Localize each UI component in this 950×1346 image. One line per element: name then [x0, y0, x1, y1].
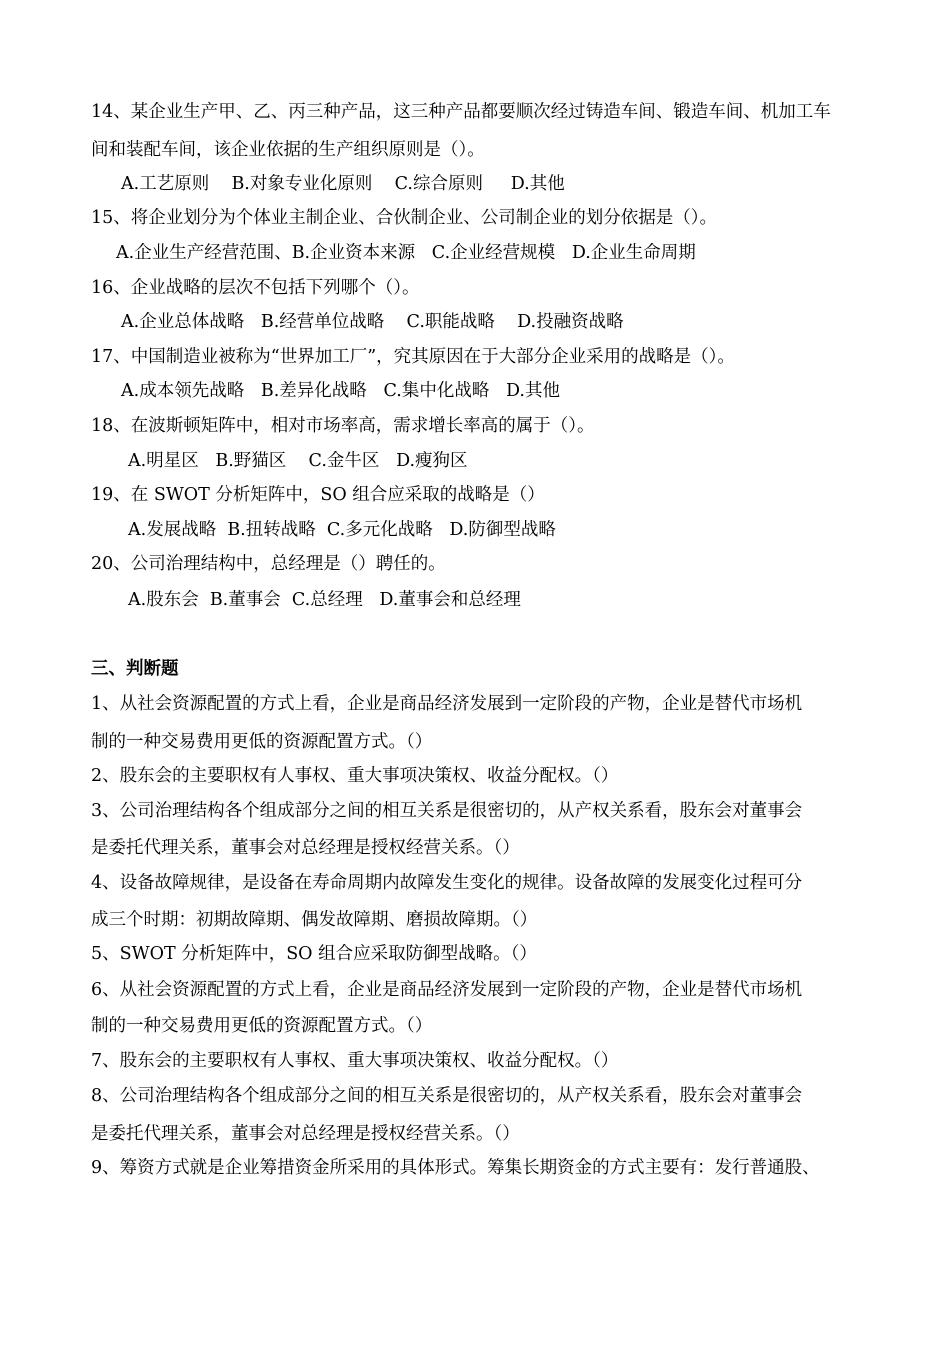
question-16-options: A.企业总体战略 B.经营单位战略 C.职能战略 D.投融资战略 [121, 312, 624, 332]
question-18-options: A.明星区 B.野猫区 C.金牛区 D.瘦狗区 [128, 451, 468, 471]
question-19-options: A.发展战略 B.扭转战略 C.多元化战略 D.防御型战略 [128, 520, 556, 540]
judgement-line: 成三个时期：初期故障期、偶发故障期、磨损故障期。（） [91, 910, 538, 930]
question-18-stem: 18、在波斯顿矩阵中，相对市场率高，需求增长率高的属于（）。 [91, 416, 595, 436]
judgement-line: 5、SWOT 分析矩阵中，SO 组合应采取防御型战略。（） [91, 944, 537, 964]
judgement-line: 3、公司治理结构各个组成部分之间的相互关系是很密切的，从产权关系看，股东会对董事会 [91, 801, 803, 821]
judgement-line: 8、公司治理结构各个组成部分之间的相互关系是很密切的，从产权关系看，股东会对董事会 [91, 1086, 803, 1106]
question-15-stem: 15、将企业划分为个体业主制企业、合伙制企业、公司制企业的划分依据是（）。 [91, 208, 718, 228]
judgement-line: 7、股东会的主要职权有人事权、重大事项决策权、收益分配权。（） [91, 1051, 619, 1071]
judgement-line: 6、从社会资源配置的方式上看，企业是商品经济发展到一定阶段的产物，企业是替代市场机 [91, 980, 803, 1000]
judgement-line: 1、从社会资源配置的方式上看，企业是商品经济发展到一定阶段的产物，企业是替代市场机 [91, 694, 803, 714]
judgement-line: 是委托代理关系，董事会对总经理是授权经营关系。（） [91, 838, 520, 858]
question-15-options: A.企业生产经营范围、B.企业资本来源 C.企业经营规模 D.企业生命周期 [116, 243, 696, 263]
question-20-options: A.股东会 B.董事会 C.总经理 D.董事会和总经理 [128, 590, 521, 610]
question-19-stem: 19、在 SWOT 分析矩阵中，SO 组合应采取的战略是（） [91, 485, 545, 505]
judgement-line: 9、筹资方式就是企业筹措资金所采用的具体形式。筹集长期资金的方式主要有：发行普通股、 [91, 1158, 820, 1178]
question-20-stem: 20、公司治理结构中，总经理是（）聘任的。 [91, 554, 446, 574]
section-heading: 三、判断题 [91, 659, 179, 679]
judgement-line: 制的一种交易费用更低的资源配置方式。（） [91, 1016, 433, 1036]
question-14-stem-line-2: 间和装配车间，该企业依据的生产组织原则是（）。 [91, 140, 485, 160]
question-14-stem-line-1: 14、某企业生产甲、乙、丙三种产品，这三种产品都要顺次经过铸造车间、锻造车间、机加工车 [91, 102, 831, 122]
question-14-options: A.工艺原则 B.对象专业化原则 C.综合原则 D.其他 [121, 174, 565, 194]
question-17-options: A.成本领先战略 B.差异化战略 C.集中化战略 D.其他 [121, 381, 560, 401]
judgement-line: 4、设备故障规律，是设备在寿命周期内故障发生变化的规律。设备故障的发展变化过程可分 [91, 873, 803, 893]
question-17-stem: 17、中国制造业被称为“世界加工厂”，究其原因在于大部分企业采用的战略是（）。 [91, 347, 735, 367]
question-16-stem: 16、企业战略的层次不包括下列哪个（）。 [91, 278, 420, 298]
judgement-line: 制的一种交易费用更低的资源配置方式。（） [91, 732, 433, 752]
judgement-line: 是委托代理关系，董事会对总经理是授权经营关系。（） [91, 1124, 520, 1144]
judgement-line: 2、股东会的主要职权有人事权、重大事项决策权、收益分配权。（） [91, 766, 619, 786]
